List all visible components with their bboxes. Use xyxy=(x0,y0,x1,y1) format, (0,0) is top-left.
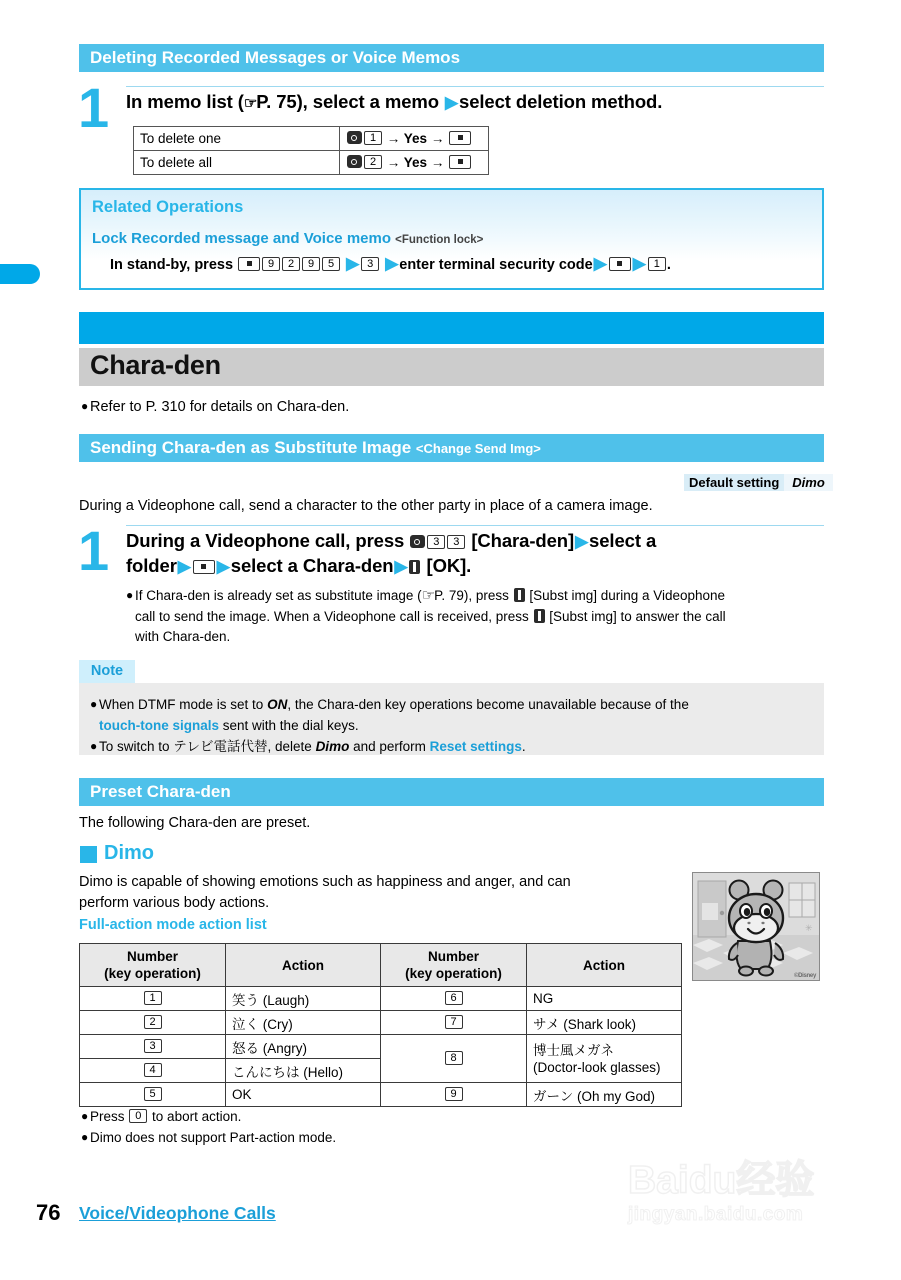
header-number-left-line1: Number xyxy=(126,949,178,964)
pointing-hand-icon: ☞ xyxy=(243,95,257,112)
numeric-key: 1 xyxy=(364,131,382,145)
bullet-dot-icon: ● xyxy=(90,697,98,711)
section-header-sending-tag: <Change Send Img> xyxy=(415,441,541,456)
note-bullet-1 xyxy=(90,694,820,736)
sub-bullet-part-2: P. 79), press xyxy=(434,588,509,603)
action-name-cell: OK xyxy=(226,1083,381,1107)
delete-one-sequence: 1 → Yes → xyxy=(340,127,489,151)
action-key-cell xyxy=(381,987,527,1011)
send-step-part-b: [Chara-den] xyxy=(471,530,575,551)
note1-b: , the Chara-den key operations become unavailable because of the xyxy=(287,697,689,712)
camera-key-icon xyxy=(347,155,362,168)
watermark-sub-text: jingyan.baidu.com xyxy=(628,1204,804,1225)
related-operations-box xyxy=(79,188,824,290)
center-key-icon xyxy=(193,560,215,574)
numeric-key: 7 xyxy=(445,1015,463,1029)
related-operations-function-tag: <Function lock> xyxy=(395,234,484,246)
sub-bullet-part-4a: call to send the image. When a Videophone call is received, press xyxy=(135,608,529,624)
table-row xyxy=(80,1083,682,1107)
header-action-left-line1: Action xyxy=(282,957,324,973)
side-index-tab xyxy=(0,264,40,284)
numeric-key: 9 xyxy=(445,1087,463,1101)
bullet-dot-icon: ● xyxy=(81,1109,89,1123)
note3-dimo: Dimo xyxy=(315,739,350,754)
numeric-key: 1 xyxy=(648,257,666,271)
numeric-key: 3 xyxy=(361,257,379,271)
camera-key-icon xyxy=(410,535,425,548)
table-row xyxy=(134,127,489,151)
next-step-arrow-icon: ▶ xyxy=(593,254,607,273)
center-key-icon xyxy=(238,257,260,271)
dimo-description xyxy=(79,872,679,914)
abort-action-bullet xyxy=(81,1106,241,1128)
function-key-icon xyxy=(514,588,525,602)
action-line1: 博士風メガネ xyxy=(533,1042,614,1058)
numeric-key: 0 xyxy=(129,1109,147,1123)
note2-highlight: touch-tone signals xyxy=(99,718,220,733)
step-number-1: 1 xyxy=(78,76,110,139)
delete-one-label: To delete one xyxy=(134,127,340,151)
steps-mid: enter terminal security code xyxy=(399,257,593,273)
numeric-key: 6 xyxy=(445,991,463,1005)
svg-text:✳: ✳ xyxy=(805,923,813,933)
section-header-deleting-label: Deleting Recorded Messages or Voice Memos xyxy=(90,48,461,67)
send-step-line2-b: select a Chara-den xyxy=(230,555,394,576)
note2-b: sent with the dial keys. xyxy=(222,718,359,733)
action-line2: (Doctor-look glasses) xyxy=(533,1059,661,1075)
dimo-desc-line2: perform various body actions. xyxy=(79,895,270,911)
note3-c: . xyxy=(521,739,526,754)
section-header-sending-label: Sending Chara-den as Substitute Image xyxy=(90,438,412,457)
default-setting-badge xyxy=(684,473,833,491)
step-text-part-a: In memo list ( xyxy=(126,91,244,112)
chapter-title: Chara-den xyxy=(90,350,221,380)
page-number: 76 xyxy=(36,1200,61,1225)
dimo-illustration-svg xyxy=(693,873,819,980)
dimo-character-image xyxy=(692,872,820,981)
action-name-cell: こんにちは (Hello) xyxy=(226,1059,381,1083)
numeric-key: 5 xyxy=(144,1087,162,1101)
default-setting-label: Default setting xyxy=(684,474,784,491)
next-step-arrow-icon: ▶ xyxy=(346,254,360,273)
numeric-key: 1 xyxy=(144,991,162,1005)
section-header-deleting xyxy=(79,44,824,72)
pointing-hand-icon: ☞ xyxy=(421,587,435,604)
section-header-sending xyxy=(79,434,824,462)
yes-label: Yes xyxy=(403,131,428,146)
next-step-arrow-icon: ▶ xyxy=(385,254,399,273)
sending-sub-bullet xyxy=(126,585,826,648)
table-header-row xyxy=(80,944,682,987)
numeric-key: 4 xyxy=(144,1063,162,1077)
note1-a: When DTMF mode is set to xyxy=(99,697,264,712)
action-name-cell: 笑う (Laugh) xyxy=(226,987,381,1011)
numeric-key: 2 xyxy=(364,155,382,169)
header-number-right-line2: (key operation) xyxy=(405,966,502,981)
sub-bullet-part-4b: [Subst img] to answer the call xyxy=(549,608,726,624)
note3-a: To switch to テレビ電話代替, delete xyxy=(99,739,312,754)
charaden-bullet-text: Refer to P. 310 for details on Chara-den. xyxy=(90,399,350,415)
step-number-1-send: 1 xyxy=(78,519,110,582)
next-step-arrow-icon: ▶ xyxy=(632,254,646,273)
step-rule xyxy=(126,86,824,87)
camera-key-icon xyxy=(347,131,362,144)
default-setting-value: Dimo xyxy=(784,474,833,491)
action-name-cell: サメ (Shark look) xyxy=(527,1011,682,1035)
table-row xyxy=(80,1011,682,1035)
header-number-left-line2: (key operation) xyxy=(104,966,201,981)
step-instruction-send xyxy=(126,529,826,579)
image-copyright: ©Disney xyxy=(794,973,816,979)
numeric-key: 3 xyxy=(447,535,465,549)
part-action-text: Dimo does not support Part-action mode. xyxy=(90,1130,337,1145)
note-label: Note xyxy=(79,660,135,683)
numeric-key: 9 xyxy=(302,257,320,271)
action-key-cell xyxy=(381,1083,527,1107)
watermark-main-text: Baidu经验 xyxy=(628,1159,815,1202)
action-name-cell-merged xyxy=(527,1035,682,1083)
header-number-right xyxy=(381,944,527,987)
header-action-right xyxy=(527,944,682,987)
baidu-watermark xyxy=(628,1158,878,1242)
yes-label: Yes xyxy=(403,155,428,170)
action-name-cell: NG xyxy=(527,987,682,1011)
function-key-icon xyxy=(534,609,545,623)
note3-highlight: Reset settings xyxy=(429,739,522,754)
send-step-part-c: select a xyxy=(589,530,657,551)
bullet-dot-icon: ● xyxy=(81,1130,89,1144)
next-step-arrow-icon: ▶ xyxy=(216,557,230,576)
note-bullet-2 xyxy=(90,736,820,757)
header-action-right-line1: Action xyxy=(583,957,625,973)
related-operations-steps xyxy=(110,254,671,274)
table-row xyxy=(80,1035,682,1059)
note1-on: ON xyxy=(267,697,288,712)
sub-bullet-part-3: [Subst img] during a Videophone xyxy=(529,588,726,603)
action-name-cell: ガーン (Oh my God) xyxy=(527,1083,682,1107)
numeric-key: 8 xyxy=(445,1051,463,1065)
action-name-cell: 泣く (Cry) xyxy=(226,1011,381,1035)
step-text-part-c: select deletion method. xyxy=(459,91,663,112)
related-operations-subtitle-text: Lock Recorded message and Voice memo xyxy=(92,230,391,247)
send-step-part-a: During a Videophone call, press xyxy=(126,530,405,551)
preset-intro: The following Chara-den are preset. xyxy=(79,815,311,831)
center-key-icon xyxy=(449,131,471,145)
next-step-arrow-icon: ▶ xyxy=(575,532,589,551)
sub-bullet-part-1: If Chara-den is already set as substitute image ( xyxy=(135,588,422,603)
table-row xyxy=(80,987,682,1011)
step-rule xyxy=(126,525,824,526)
part-action-bullet xyxy=(81,1127,336,1149)
next-step-arrow-icon: ▶ xyxy=(177,557,191,576)
numeric-key: 2 xyxy=(144,1015,162,1029)
footer-chapter-link[interactable]: Voice/Videophone Calls xyxy=(79,1203,276,1223)
delete-method-table xyxy=(133,126,489,175)
step-text-part-b: P. 75), select a memo xyxy=(256,91,439,112)
delete-all-label: To delete all xyxy=(134,151,340,175)
charaden-bullet xyxy=(81,396,349,418)
bullet-dot-icon: ● xyxy=(90,739,98,753)
numeric-key: 3 xyxy=(144,1039,162,1053)
related-operations-title: Related Operations xyxy=(92,198,244,216)
subsection-marker-icon xyxy=(80,846,97,863)
numeric-key: 3 xyxy=(427,535,445,549)
bullet-dot-icon: ● xyxy=(81,399,89,413)
action-key-cell xyxy=(80,1083,226,1107)
dimo-desc-line1: Dimo is capable of showing emotions such as happiness and anger, and can xyxy=(79,874,571,890)
next-step-arrow-icon: ▶ xyxy=(445,93,458,112)
sub-bullet-part-5: with Chara-den. xyxy=(135,629,231,644)
action-key-cell xyxy=(381,1011,527,1035)
function-key-icon xyxy=(409,560,420,574)
action-key-cell xyxy=(80,987,226,1011)
chapter-band-blue xyxy=(79,312,824,344)
full-action-table xyxy=(79,943,682,1107)
action-key-cell xyxy=(80,1035,226,1059)
header-action-left xyxy=(226,944,381,987)
steps-end: . xyxy=(666,257,671,273)
related-operations-subtitle xyxy=(92,230,483,247)
header-number-right-line1: Number xyxy=(427,949,479,964)
full-action-list-title: Full-action mode action list xyxy=(79,917,267,933)
numeric-key: 5 xyxy=(322,257,340,271)
center-key-icon xyxy=(449,155,471,169)
action-key-cell xyxy=(80,1011,226,1035)
bullet-dot-icon: ● xyxy=(126,588,134,602)
next-step-arrow-icon: ▶ xyxy=(394,557,408,576)
section-header-preset-label: Preset Chara-den xyxy=(90,782,231,801)
dimo-subsection-title: Dimo xyxy=(104,842,154,864)
send-step-line2-a: folder xyxy=(126,555,177,576)
table-row xyxy=(134,151,489,175)
action-name-cell: 怒る (Angry) xyxy=(226,1035,381,1059)
step-instruction-delete xyxy=(126,90,826,116)
action-key-cell xyxy=(80,1059,226,1083)
section-header-preset xyxy=(79,778,824,806)
center-key-icon xyxy=(609,257,631,271)
abort-a: Press xyxy=(90,1109,125,1124)
delete-all-sequence: 2 → Yes → xyxy=(340,151,489,175)
send-step-line2-c: [OK]. xyxy=(426,555,472,576)
sending-intro-text: During a Videophone call, send a character to the other party in place of a camera image. xyxy=(79,498,653,514)
note3-b: and perform xyxy=(353,739,426,754)
steps-prefix: In stand-by, press xyxy=(110,257,234,273)
action-key-cell-merged xyxy=(381,1035,527,1083)
numeric-key: 9 xyxy=(262,257,280,271)
abort-b: to abort action. xyxy=(152,1109,242,1124)
numeric-key: 2 xyxy=(282,257,300,271)
header-number-left xyxy=(80,944,226,987)
